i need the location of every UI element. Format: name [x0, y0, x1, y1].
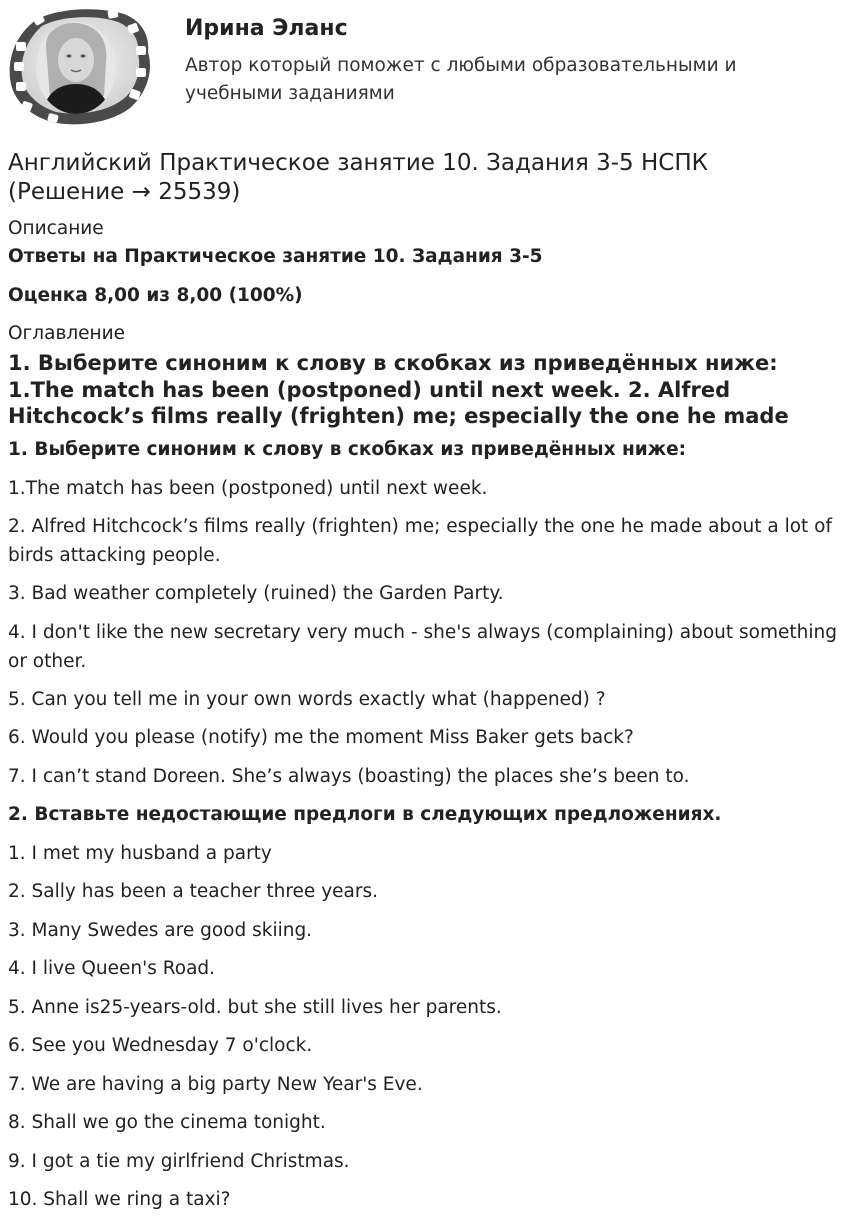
task1-item: 3. Bad weather completely (ruined) the Garden Party. — [8, 583, 504, 604]
author-name[interactable]: Ирина Эланс — [185, 16, 348, 41]
task1-item: 1.The match has been (postponed) until next week. — [8, 478, 488, 499]
task2-item: 8. Shall we go the cinema tonight. — [8, 1112, 326, 1133]
task2-item: 2. Sally has been a teacher three years. — [8, 881, 378, 902]
task2-item: 9. I got a tie my girlfriend Christmas. — [8, 1151, 350, 1172]
task2-item: 6. See you Wednesday 7 o'clock. — [8, 1035, 313, 1056]
task2-item: 7. We are having a big party New Year's Eve. — [8, 1074, 423, 1095]
task2-item: 10. Shall we ring a taxi? — [8, 1189, 231, 1210]
page-title: Английский Практическое занятие 10. Задания 3-5 НСПК (Решение → 25539) — [8, 150, 708, 205]
grade-line: Оценка 8,00 из 8,00 (100%) — [8, 285, 303, 306]
toc-heading: 1. Выберите синоним к слову в скобках из приведённых ниже: 1.The match has been (postponed) until next week. 2. Alfred Hitchcock’s films really (frighten) me; especially the one he made — [8, 351, 789, 428]
author-avatar[interactable] — [8, 6, 152, 128]
task1-heading: 1. Выберите синоним к слову в скобках из приведённых ниже: — [8, 439, 687, 460]
task2-item: 5. Anne is25-years-old. but she still lives her parents. — [8, 997, 502, 1018]
task1-item: 4. I don't like the new secretary very much - she's always (complaining) about something or other. — [8, 622, 837, 672]
task1-item: 7. I can’t stand Doreen. She’s always (boasting) the places she’s been to. — [8, 766, 690, 787]
task1-item: 5. Can you tell me in your own words exactly what (happened) ? — [8, 689, 606, 710]
task2-item: 4. I live Queen's Road. — [8, 958, 216, 979]
description-label: Описание — [8, 218, 104, 239]
film-reel-avatar-icon — [8, 6, 152, 128]
answers-line: Ответы на Практическое занятие 10. Задания 3-5 — [8, 246, 543, 267]
toc-label: Оглавление — [8, 323, 126, 344]
author-description: Автор который поможет с любыми образовательными и учебными заданиями — [185, 55, 737, 104]
task1-item: 6. Would you please (notify) me the moment Miss Baker gets back? — [8, 727, 634, 748]
author-card — [8, 6, 838, 128]
task2-item: 3. Many Swedes are good skiing. — [8, 920, 313, 941]
task2-item: 1. I met my husband a party — [8, 843, 272, 864]
task2-heading: 2. Вставьте недостающие предлоги в следующих предложениях. — [8, 804, 722, 825]
task1-item: 2. Alfred Hitchcock’s films really (frighten) me; especially the one he made about a lot of birds attacking people. — [8, 516, 832, 566]
